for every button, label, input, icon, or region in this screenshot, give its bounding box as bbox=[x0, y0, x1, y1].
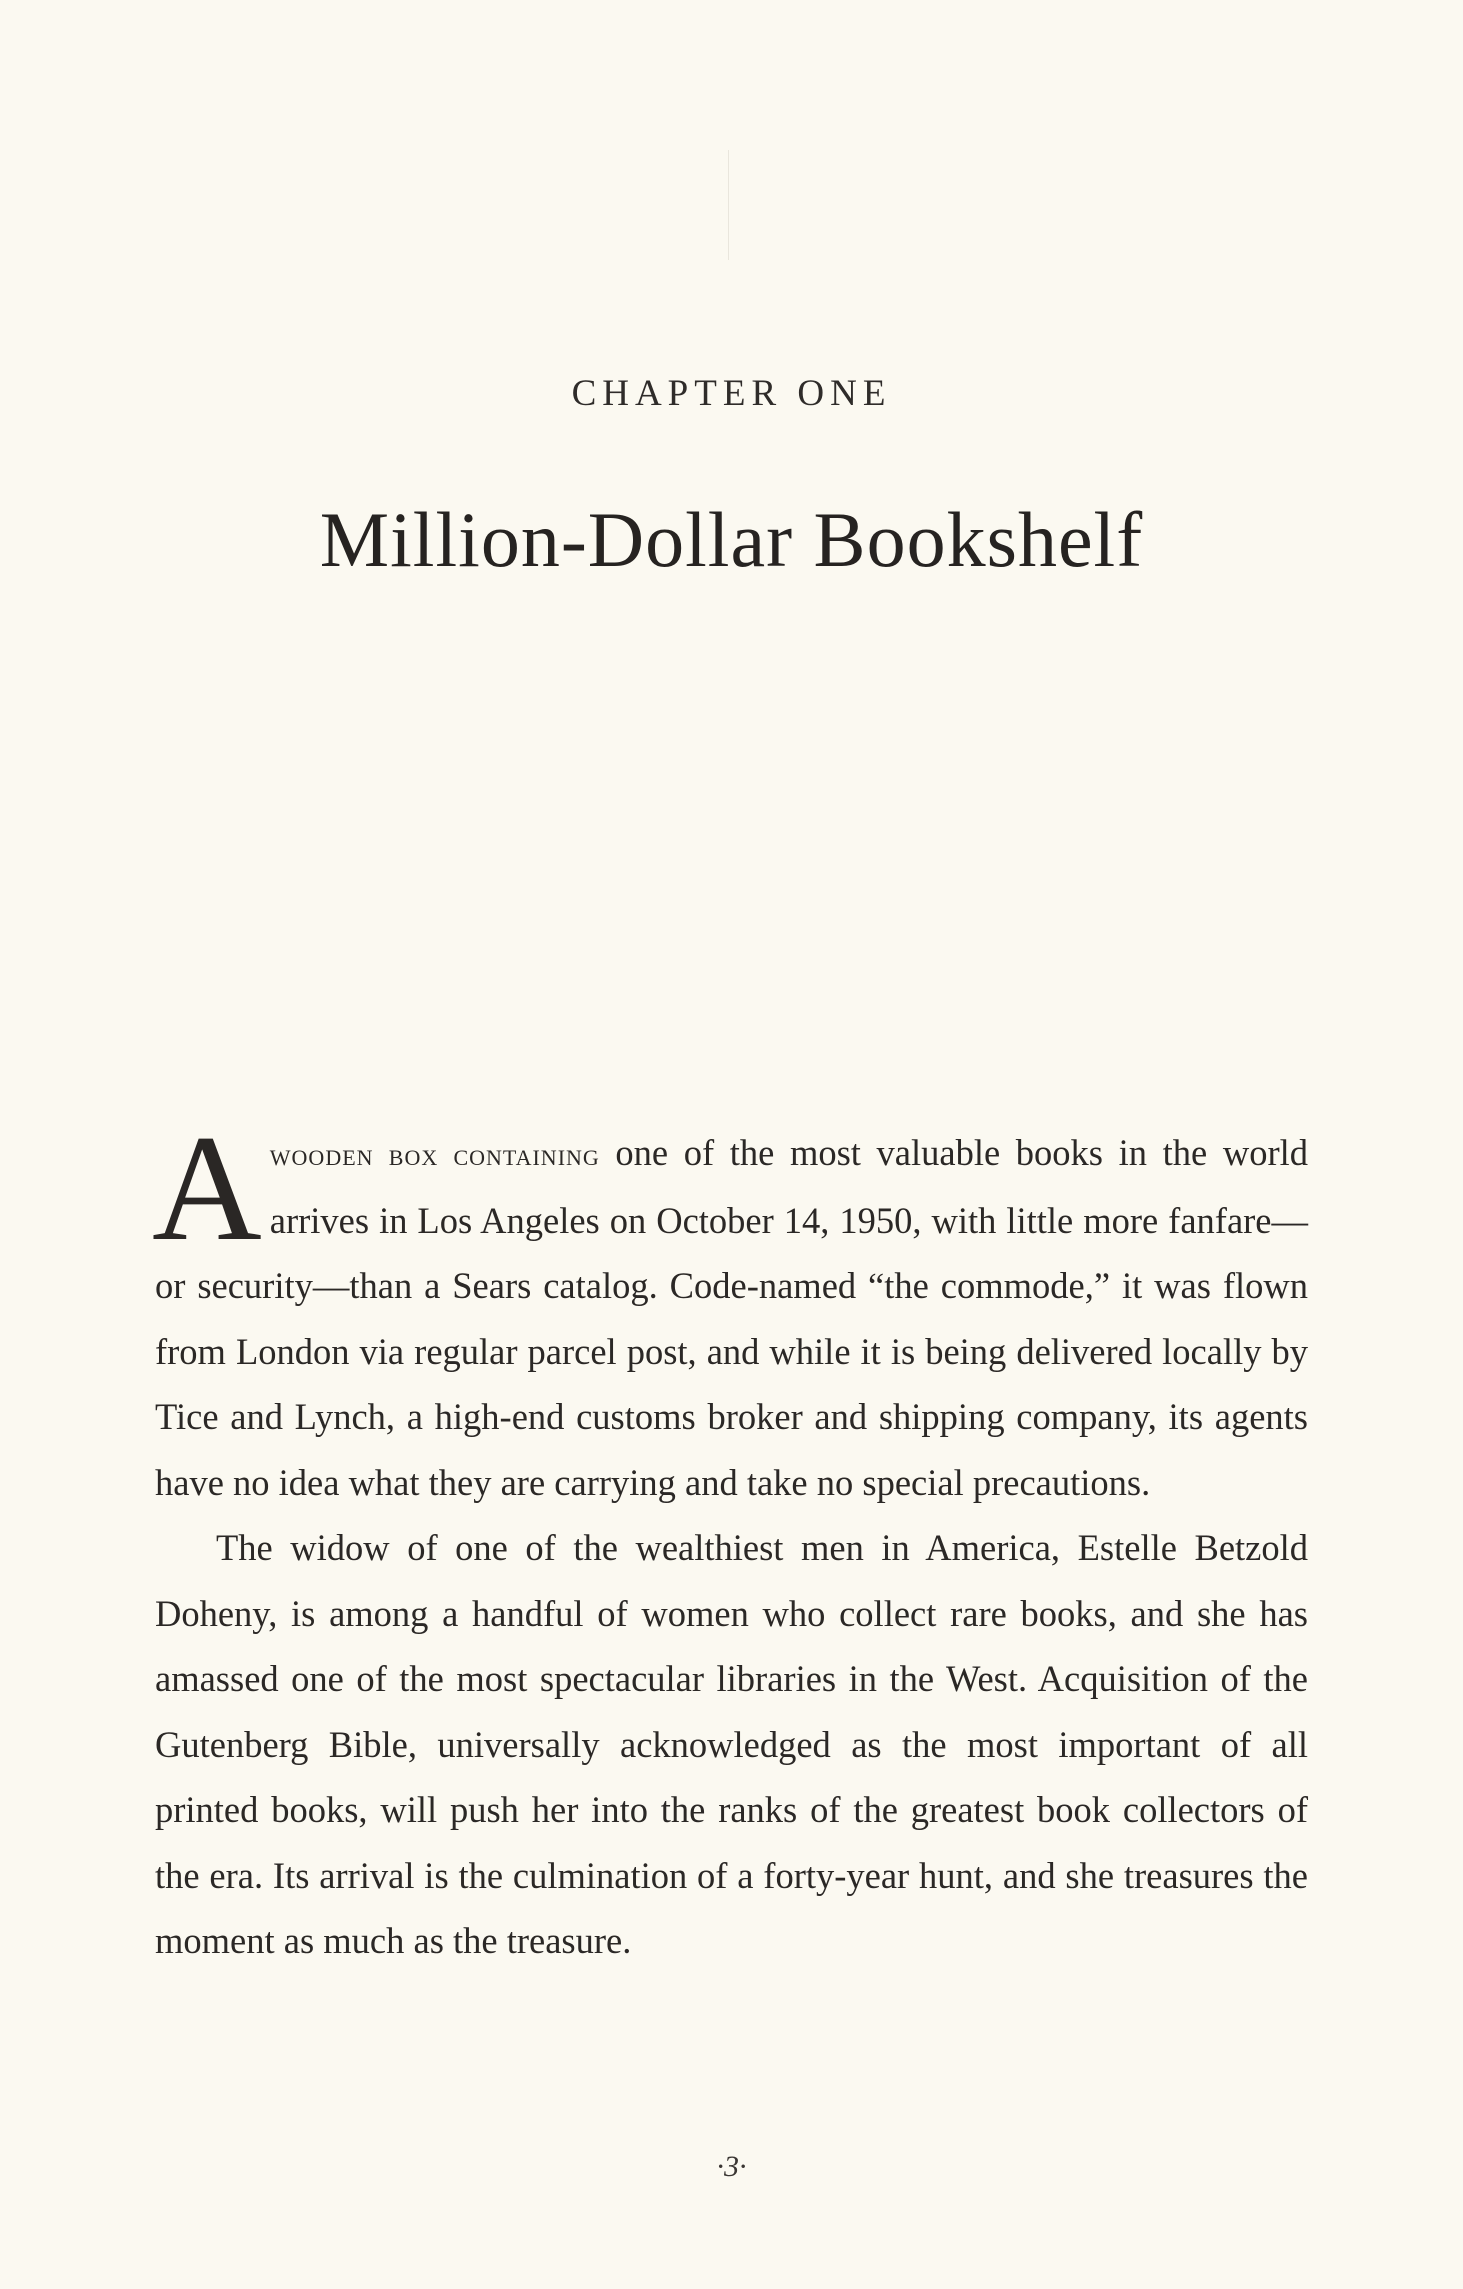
chapter-label: CHAPTER ONE bbox=[571, 373, 892, 414]
drop-cap: A bbox=[152, 1104, 262, 1272]
paper-crease bbox=[728, 150, 729, 260]
chapter-title: Million-Dollar Bookshelf bbox=[319, 496, 1144, 583]
paragraph-2: The widow of one of the wealthiest men in America, Estelle Betzold Doheny, is among a handful of women who collect rare books, and she has amassed one of the most spectacular libraries in the West. Acquisition of the Gutenberg Bible, universally acknowledged as the most important of all printed books, will push her into the ranks of the greatest book collectors of the era. Its arrival is the culmination of a forty-year hunt, and she treasures the moment as much as the treasure. bbox=[155, 1527, 1308, 1961]
chapter-body bbox=[152, 1104, 1308, 1974]
lead-in-small-caps: wooden box containing bbox=[269, 1137, 600, 1172]
page-number: ·3· bbox=[716, 2150, 747, 2183]
paragraph-1-text: one of the most valuable books in the world arrives in Los Angeles on October 14, 1950, with little more fanfare—or security—than a Sears catalog. Code-named “the commode,” it was flown from London via regular parcel post, and while it is being delivered locally by Tice and Lynch, a high-end customs broker and shipping company, its agents have no idea what they are carrying and take no special precautions. bbox=[155, 1132, 1308, 1503]
paragraph-1 bbox=[152, 1104, 1308, 1515]
